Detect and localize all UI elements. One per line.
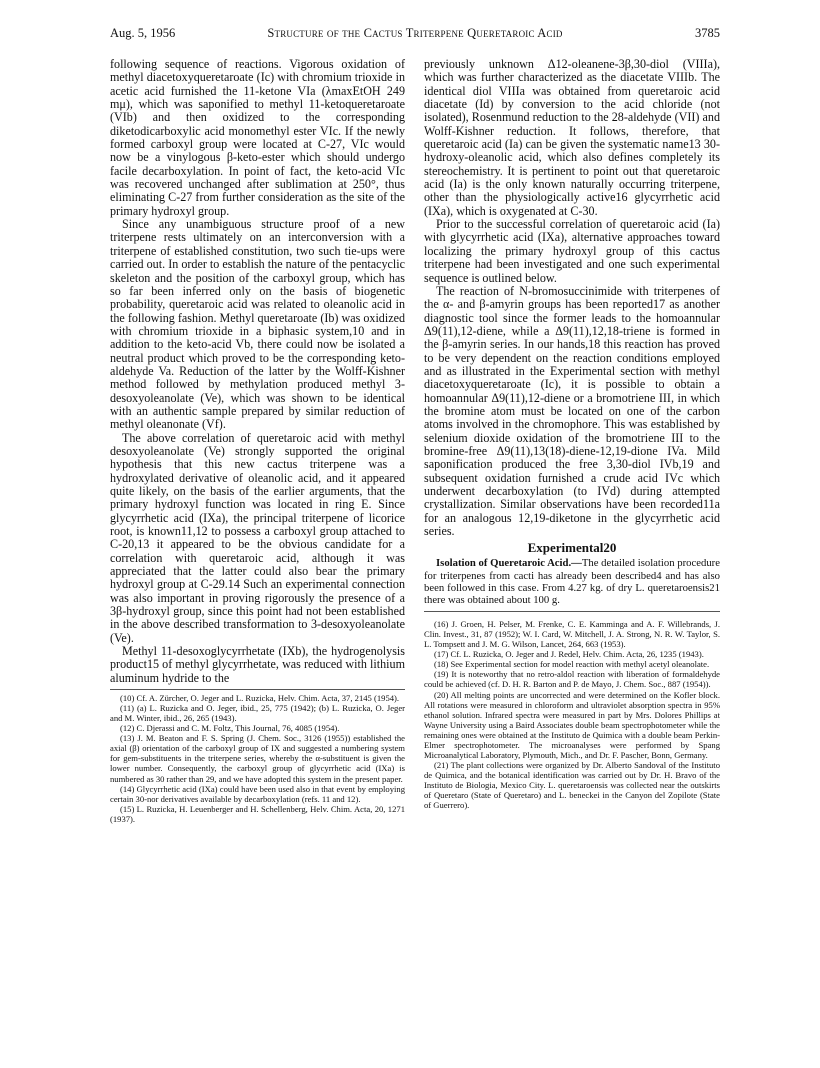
left-column xyxy=(110,58,405,824)
body-paragraph: The above correlation of queretaroic acid with methyl desoxyoleanolate (Ve) strongly supported the original hypothesis that this new cactus triterpene was a hydroxylated derivative of oleanolic acid, and it appeared quite likely, on the basis of the earlier arguments, that the primary hydroxyl function was located in ring E. Since glycyrrhetic acid (IXa), the principal triterpene of licorice root, is known11,12 to possess a carboxyl group attached to C-20,13 it appeared to be the obvious candidate for a correlation with queretaroic acid, although it was appreciated that the latter could also bear the primary hydroxyl group at C-29.14 Such an experimental connection was also important in proving rigorously the presence of a 3β-hydroxyl group, since this point had not been established in the above described transformation to 3-desoxyoleanolate (Ve). xyxy=(110,430,405,645)
footnote: (11) (a) L. Ruzicka and O. Jeger, ibid., 25, 775 (1942); (b) L. Ruzicka, O. Jeger and M. Winter, ibid., 26, 265 (1943). xyxy=(110,703,405,724)
footnote: (13) J. M. Beaton and F. S. Spring (J. Chem. Soc., 3126 (1955)) established the axial (β) orientation of the carboxyl group of IX and suggested a numbering system for gem-substituents in the triterpene series, whereby the α-substituent is given the lower number. Consequently, the carboxyl group of glycyrrhetic acid (IXa) is numbered as 30 rather than 29, and we have adopted this system in the present paper. xyxy=(110,733,405,784)
running-title: Structure of the Cactus Triterpene Queretaroic Acid xyxy=(267,26,563,40)
footnote-rule xyxy=(424,611,720,612)
body-paragraph: Methyl 11-desoxoglycyrrhetate (IXb), the hydrogenolysis product15 of methyl glycyrrhetate, was reduced with lithium aluminum hydride to the xyxy=(110,644,405,685)
footnote: (18) See Experimental section for model reaction with methyl acetyl oleanolate. xyxy=(434,659,710,670)
footnotes-left xyxy=(110,689,405,824)
footnote: (10) Cf. A. Zürcher, O. Jeger and L. Ruzicka, Helv. Chim. Acta, 37, 2145 (1954). xyxy=(120,693,400,704)
footnote: (16) J. Groen, H. Pelser, M. Frenke, C. E. Kamminga and A. F. Willebrands, J. Clin. Invest., 31, 87 (1952); W. I. Card, W. Mitchell, J. A. Strong, N. R. W. Taylor, S. L. Tompsett and J. M. G. Wilson, Lancet, 264, 663 (1953). xyxy=(424,619,720,650)
isolation-paragraph xyxy=(424,557,720,606)
footnote: (21) The plant collections were organized by Dr. Alberto Sandoval of the Instituto de Quimica, and the botanical identification was carried out by Dr. H. Bravo of the Instituto de Biologia, Mexico City. L. queretaroensis was collected near the outskirts of Queretaro (State of Queretaro) and L. beneckei in the Canyon del Zopilote (State of Guerrero). xyxy=(424,759,720,811)
isolation-text: The detailed isolation procedure for triterpenes from cacti has already been described4 and has also been followed in this case. From 4.27 kg. of dry L. queretaroensis21 there was obtained about 100 g. xyxy=(424,557,720,606)
footnote: (20) All melting points are uncorrected and were determined on the Kofler block. All rotations were measured in chloroform and ultraviolet absorption spectra in 95% ethanol solution. Infrared spectra were measured in part by Mrs. Dolores Phillips at Wayne University using a Baird Associates double beam spectrophotometer while the remaining ones were obtained at the Instituto de Quimica with a double beam Perkin-Elmer spectrophotometer. The microanalyses were performed by Spang Microanalytical Laboratory, Plymouth, Mich., and Dr. F. Pascher, Bonn, Germany. xyxy=(424,689,720,760)
running-header xyxy=(110,26,720,42)
right-column xyxy=(424,58,720,810)
footnotes-right xyxy=(424,616,720,810)
footnote: (12) C. Djerassi and C. M. Foltz, This Journal, 76, 4085 (1954). xyxy=(120,723,340,734)
body-paragraph: previously unknown Δ12-oleanene-3β,30-diol (VIIIa), which was further characterized as the diacetate VIIIb. The identical diol VIIIa was obtained from queretaroic acid diacetate (Id) by conversion to the acid chloride (not isolated), Rosenmund reduction to the 28-aldehyde (VII) and Wolff-Kishner reduction. It follows, therefore, that queretaroic acid (Ia) can be given the systematic name13 30-hydroxy-oleanolic acid, which also defines completely its stereochemistry. It is pertinent to point out that queretaroic acid (Ia) is the only known naturally occurring triterpene, other than the physiologically active16 glycyrrhetic acid (IXa), which is oxygenated at C-30. xyxy=(424,57,720,218)
body-paragraph: Prior to the successful correlation of queretaroic acid (Ia) with glycyrrhetic acid (IXa), alternative approaches toward localizing the primary hydroxyl group of this cactus triterpene had been investigated and one such experimental sequence is outlined below. xyxy=(424,217,720,285)
section-heading: Experimental20 xyxy=(527,540,617,556)
body-paragraph: following sequence of reactions. Vigorous oxidation of methyl diacetoxyqueretaroate (Ic) with chromium trioxide in acetic acid furnished the 11-ketone VIa (λmaxEtOH 249 mμ), which was saponified to methyl 11-ketoqueretaroate (VIb) and then oxidized to the corresponding diketodicarboxylic acid monomethyl ester VIc. If the newly formed carboxyl group were located at C-27, VIc would now be a vinylogous β-keto-ester which should undergo facile decarboxylation. In point of fact, the keto-acid VIc was recovered unchanged after sublimation at 250°, thus eliminating C-27 from further consideration as the site of the primary hydroxyl group. xyxy=(110,57,405,218)
issue-date: Aug. 5, 1956 xyxy=(110,26,176,40)
run-in-heading: Isolation of Queretaroic Acid.— xyxy=(436,557,582,570)
body-paragraph: Since any unambiguous structure proof of a new triterpene rests ultimately on an interconversion with a triterpene of established constitution, two such tie-ups were carried out. In order to establish the nature of the pentacyclic skeleton and the position of the carboxyl group, which has so far been inferred only on the basis of biogenetic probability, queretaroic acid was related to oleanolic acid in the following fashion. Methyl queretaroate (Ib) was oxidized with chromium trioxide in a biphasic system,10 and in addition to the keto-acid Vb, there could now be isolated a neutral product which proved to be the corresponding keto-aldehyde Va. Reduction of the latter by the Wolff-Kishner method followed by methylation produced methyl 3-desoxyoleanolate (Ve), which was shown to be identical with an authentic sample prepared by similar reduction of methyl oleanonate (Vf). xyxy=(110,217,405,432)
page-number: 3785 xyxy=(695,26,720,40)
body-paragraph: The reaction of N-bromosuccinimide with triterpenes of the α- and β-amyrin groups has been reported17 as another diagnostic tool since the former leads to the homoannular Δ9(11),12-diene, while a Δ9(11),12,18-triene is formed in the β-amyrin series. In our hands,18 this reaction has proved to be very dependent on the reaction conditions employed and as illustrated in the Experimental section with methyl diacetoxyqueretaroate (Ic), it is possible to obtain a homoannular Δ9(11),12-diene or a bromotriene III, in which the bromine atom must be located on one of the carbon atoms involved in the chromophore. This was established by selenium dioxide oxidation of the bromotriene III to the bromine-free Δ9(11),13(18)-diene-12,19-dione IVa. Mild saponification produced the free 3,30-diol IVb,19 and subsequent oxidation furnished a crude acid IVc which underwent decarboxylation (to IVd) during attempted crystallization. Similar observations have been recorded11a for an analogous 12,19-diketone in the glycyrrhetic acid series. xyxy=(424,283,720,539)
footnote: (17) Cf. L. Ruzicka, O. Jeger and J. Redel, Helv. Chim. Acta, 26, 1235 (1943). xyxy=(434,649,704,660)
footnote: (14) Glycyrrhetic acid (IXa) could have been used also in that event by employing certain 30-nor derivatives available by decarboxylation (refs. 11 and 12). xyxy=(110,783,405,804)
footnote: (19) It is noteworthy that no retro-aldol reaction with liberation of formaldehyde could be achieved (cf. D. H. R. Barton and P. de Mayo, J. Chem. Soc., 887 (1954)). xyxy=(424,669,720,690)
footnote: (15) L. Ruzicka, H. Leuenberger and H. Schellenberg, Helv. Chim. Acta, 20, 1271 (1937). xyxy=(110,803,405,824)
